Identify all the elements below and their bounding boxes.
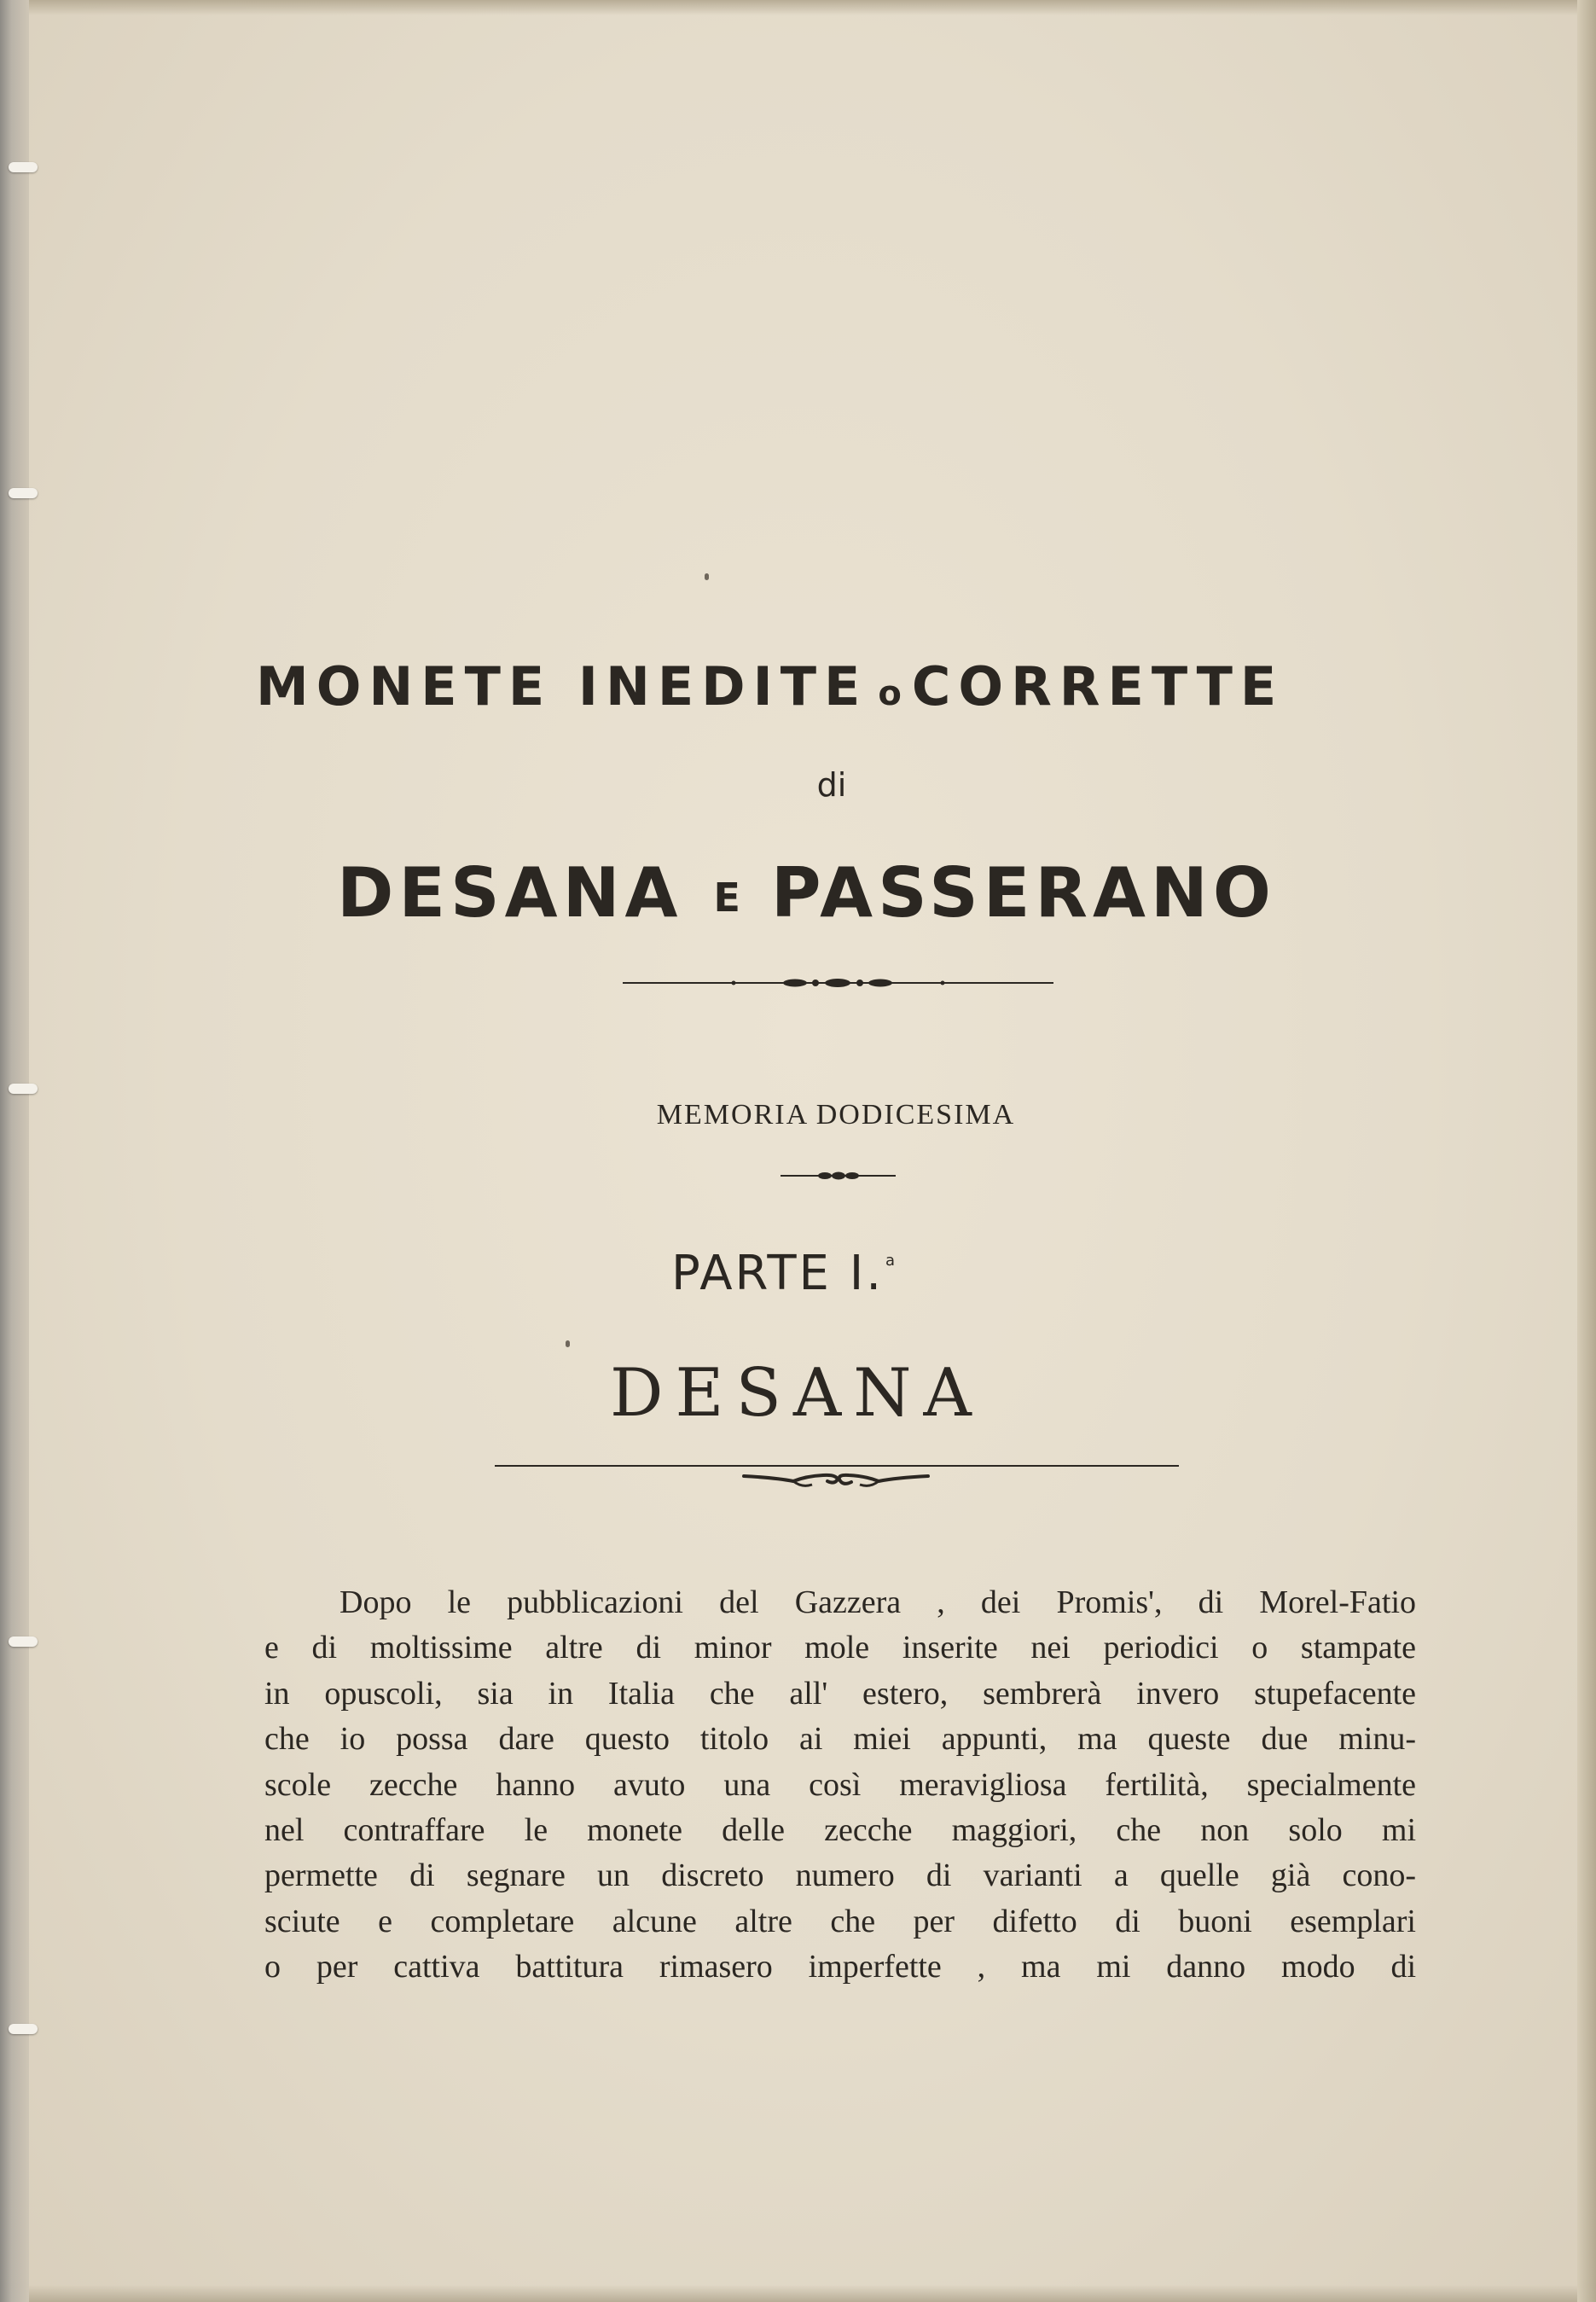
paper-speck	[566, 1340, 570, 1347]
page-top-edge	[0, 0, 1596, 15]
section-title: DESANA	[610, 1355, 984, 1432]
binding-stitch	[9, 488, 38, 498]
heading-line-3-conjunction: E	[713, 875, 740, 921]
memoria-subtitle: MEMORIA DODICESIMA	[656, 1099, 1016, 1131]
parte-heading	[671, 1246, 897, 1301]
binding-stitch	[9, 1636, 38, 1647]
paper-speck	[705, 573, 709, 580]
scroll-ornament-icon	[742, 1471, 930, 1493]
body-line: nel contraffare le monete delle zecche maggiori, che non solo mi	[264, 1811, 1416, 1848]
ornament-divider-icon	[623, 974, 1053, 991]
binding-stitch	[9, 1084, 38, 1094]
small-ornament-icon	[781, 1169, 896, 1183]
binding-stitch	[9, 2024, 38, 2034]
heading-line-1-part-2: CORRETTE	[911, 655, 1285, 718]
body-line: o per cattiva battitura rimasero imperfette , ma mi danno modo di	[264, 1949, 1416, 1985]
section-rule	[495, 1465, 1179, 1467]
heading-line-1-part-1: MONETE INEDITE	[256, 655, 868, 718]
heading-line-1-conjunction: o	[878, 674, 902, 713]
body-paragraph	[264, 1580, 1416, 1991]
page-bottom-edge	[0, 2285, 1596, 2302]
parte-superscript: a	[885, 1252, 898, 1270]
body-line: e di moltissime altre di minor mole inserite nei periodici o stampate	[264, 1630, 1416, 1666]
parte-label: PARTE I.	[671, 1246, 885, 1301]
body-line: Dopo le pubblicazioni del Gazzera , dei Promis', di Morel-Fatio	[340, 1584, 1416, 1620]
heading-line-3-part-2: PASSERANO	[770, 853, 1276, 933]
page-right-edge	[1577, 0, 1596, 2302]
body-line: sciute e completare alcune altre che per difetto di buoni esemplari	[264, 1903, 1416, 1939]
page-binding	[0, 0, 29, 2302]
heading-line-3-part-1: DESANA	[337, 853, 683, 933]
heading-line-1	[256, 655, 1433, 718]
heading-di: di	[816, 766, 847, 804]
body-line: che io possa dare questo titolo ai miei appunti, ma queste due minu-	[264, 1721, 1416, 1758]
body-line: permette di segnare un discreto numero di varianti a quelle già cono-	[264, 1857, 1416, 1894]
body-line: scole zecche hanno avuto una così meravigliosa fertilità, specialmente	[264, 1766, 1416, 1803]
binding-stitch	[9, 162, 38, 172]
heading-line-3	[337, 853, 1446, 933]
body-line: in opuscoli, sia in Italia che all' estero, sembrerà invero stupefacente	[264, 1675, 1416, 1712]
